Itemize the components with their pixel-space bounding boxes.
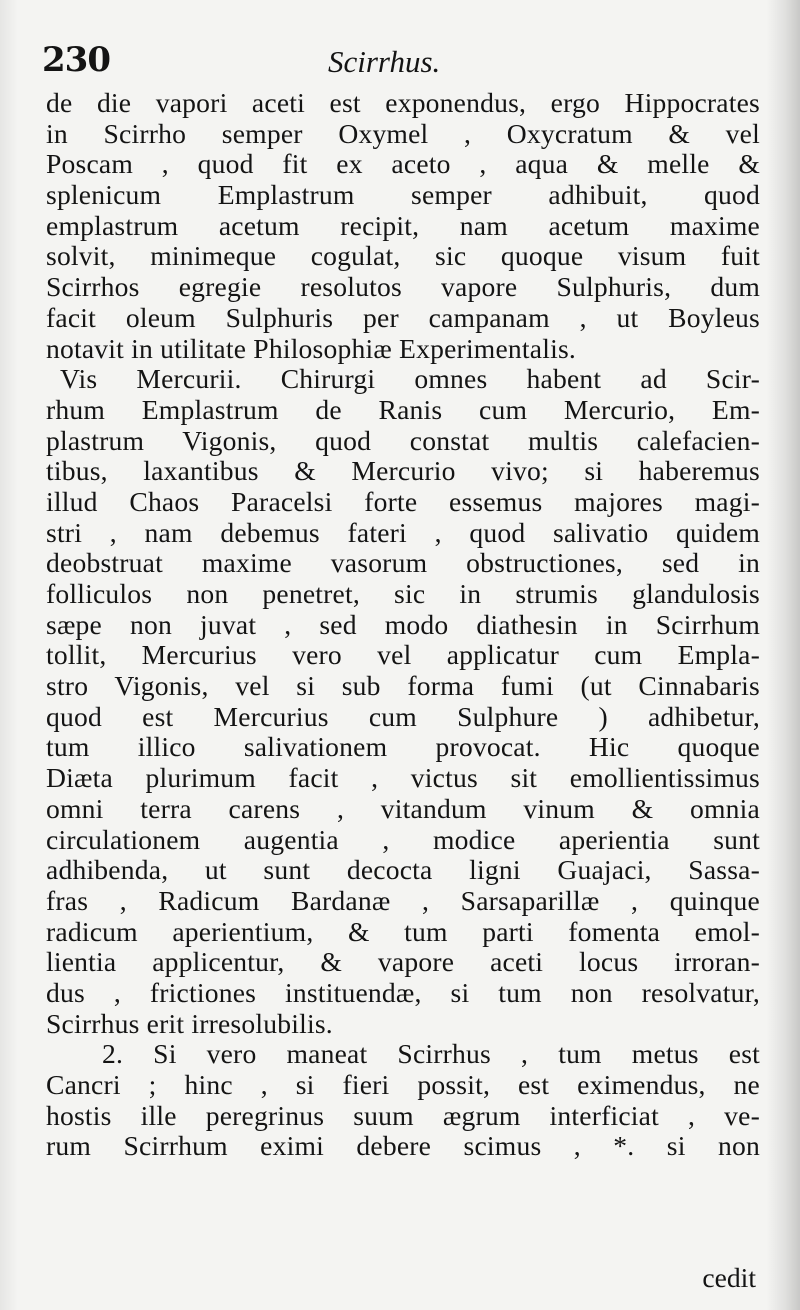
text-line: illud Chaos Paracelsi forte essemus majores magi- <box>46 486 760 517</box>
text-line: tollit, Mercurius vero vel applicatur cum Empla- <box>46 640 760 671</box>
text-line: quod est Mercurius cum Sulphure ) adhibetur, <box>46 701 760 732</box>
text-line: stro Vigonis, vel si sub forma fumi (ut Cinnabaris <box>46 671 760 702</box>
text-line: Scirrhos egregie resolutos vapore Sulphuris, dum <box>46 272 760 303</box>
text-line: 2. Si vero maneat Scirrhus , tum metus est <box>102 1039 760 1070</box>
text-line: splenicum Emplastrum semper adhibuit, quod <box>46 180 760 211</box>
catchword: cedit <box>702 1262 756 1293</box>
text-line: omni terra carens , vitandum vinum & omnia <box>46 793 760 824</box>
text-line: fras , Radicum Bardanæ , Sarsaparillæ , quinque <box>46 885 760 916</box>
text-line: plastrum Vigonis, quod constat multis calefacien- <box>46 425 760 456</box>
text-line: Diæta plurimum facit , victus sit emollientissimus <box>46 763 760 794</box>
text-line: de die vapori aceti est exponendus, ergo Hippocrates <box>46 88 760 118</box>
body-text <box>46 88 760 1162</box>
text-line: Poscam , quod fit ex aceto , aqua & melle & <box>46 149 760 180</box>
text-line: hostis ille peregrinus suum ægrum interficiat , ve- <box>46 1100 760 1131</box>
text-line: adhibenda, ut sunt decocta ligni Guajaci, Sassa- <box>46 855 760 886</box>
text-line: facit oleum Sulphuris per campanam , ut Boyleus <box>46 302 760 333</box>
page-header <box>42 40 762 90</box>
text-line: tum illico salivationem provocat. Hic quoque <box>46 732 760 763</box>
text-line: rhum Emplastrum de Ranis cum Mercurio, Em- <box>46 394 760 425</box>
text-line: circulationem augentia , modice aperientia sunt <box>46 824 760 855</box>
text-line: Scirrhus erit irresolubilis. <box>46 1008 333 1039</box>
text-line: rum Scirrhum eximi debere scimus , *. si non <box>46 1131 760 1162</box>
text-line: tibus, laxantibus & Mercurio vivo; si haberemus <box>46 456 760 487</box>
text-line: notavit in utilitate Philosophiæ Experimentalis. <box>46 333 577 364</box>
text-line: deobstruat maxime vasorum obstructiones, sed in <box>46 548 760 579</box>
text-line: in Scirrho semper Oxymel , Oxycratum & vel <box>46 118 760 149</box>
text-line: dus , frictiones instituendæ, si tum non resolvatur, <box>46 977 760 1008</box>
text-line: emplastrum acetum recipit, nam acetum maxime <box>46 210 760 241</box>
text-line: radicum aperientium, & tum parti fomenta emol- <box>46 916 760 947</box>
text-line: stri , nam debemus fateri , quod salivatio quidem <box>46 517 760 548</box>
page-edge-shadow-left <box>0 0 18 1310</box>
text-line: folliculos non penetret, sic in strumis glandulosis <box>46 579 760 609</box>
text-line: sæpe non juvat , sed modo diathesin in Scirrhum <box>46 609 760 640</box>
text-line: lientia applicentur, & vapore aceti locus irroran- <box>46 947 760 978</box>
page-number: 230 <box>42 40 110 80</box>
text-line: solvit, minimeque cogulat, sic quoque visum fuit <box>46 241 760 272</box>
running-head: Scirrhus. <box>328 44 441 79</box>
page-gutter-shadow <box>766 0 800 1310</box>
text-line: Cancri ; hinc , si fieri possit, est eximendus, ne <box>46 1070 760 1100</box>
text-line: Vis Mercurii. Chirurgi omnes habent ad Scir- <box>60 364 760 395</box>
